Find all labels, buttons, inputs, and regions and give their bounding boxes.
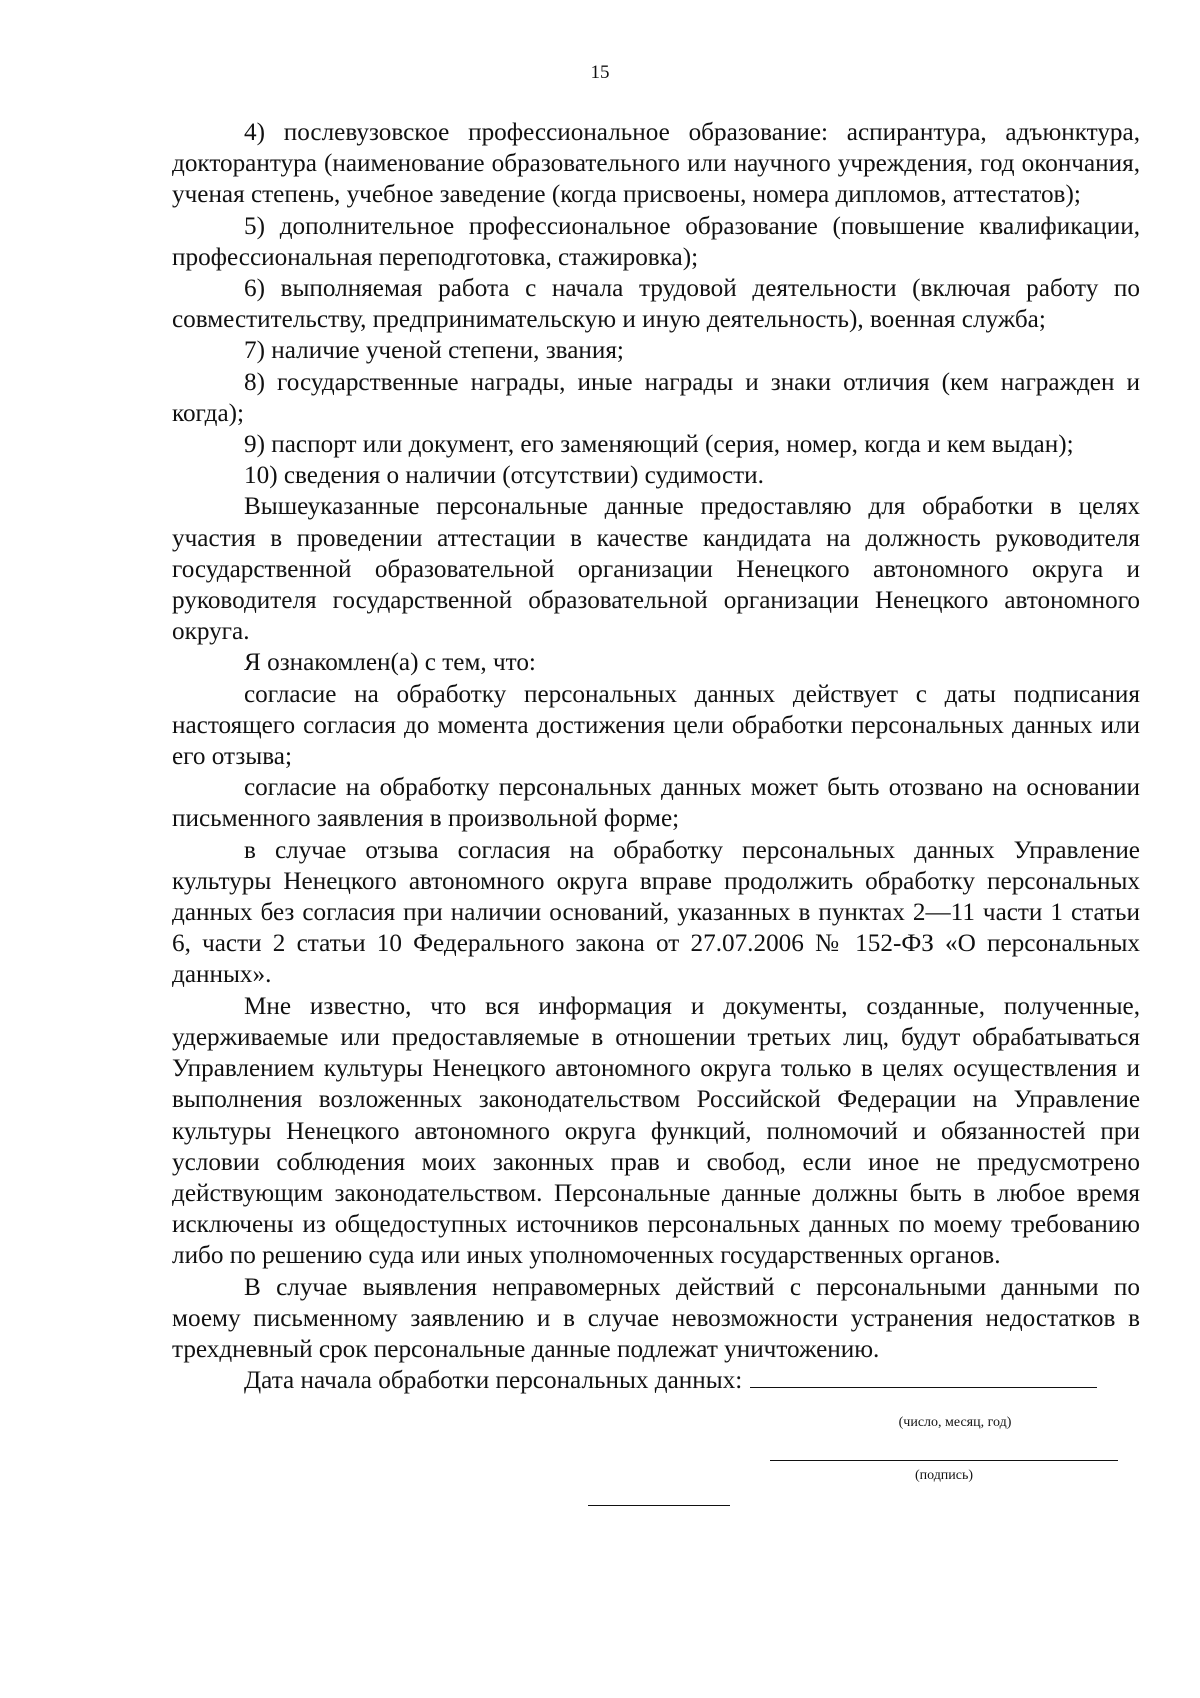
paragraph-item-7: 7) наличие ученой степени, звания; xyxy=(244,337,624,365)
paragraph-consent-revocation: согласие на обработку персональных данных может быть отозвано на основании письменного заявления в произвольной форме; xyxy=(172,774,1140,833)
paragraph-item-9: 9) паспорт или документ, его заменяющий (серия, номер, когда и кем выдан); xyxy=(244,431,1074,459)
paragraph-acknowledgement: Я ознакомлен(а) с тем, что: xyxy=(244,649,536,677)
paragraph-information-use: Мне известно, что вся информация и документы, созданные, полученные, удерживаемые или предоставляемые в отношении третьих лиц, будут обрабатываться Управлением культуры Ненецкого автономного округа только в целях осуществления и выполнения возложенных законодательством Российской Федерации на Управление культуры Ненецкого автономного округа функций, полномочий и обязанностей при условии соблюдения моих законных прав и свобод, если иное не предусмотрено действующим законодательством. Персональные данные должны быть в любое время исключены из общедоступных источников персональных данных по моему требованию либо по решению суда или иных уполномоченных государственных органов. xyxy=(172,992,1140,1270)
processing-start-date-label: Дата начала обработки персональных данных: xyxy=(244,1367,743,1395)
paragraph-item-4: 4) послевузовское профессиональное образование: аспирантура, адъюнктура, докторантура (наименование образовательного или научного учреждения, год окончания, ученая степень, учебное заведение (когда присвоены, номера дипломов, аттестатов); xyxy=(172,119,1140,209)
end-divider xyxy=(588,1505,730,1506)
signature-caption: (подпись) xyxy=(914,1468,974,1483)
paragraph-purpose: Вышеуказанные персональные данные предоставляю для обработки в целях участия в проведении аттестации в качестве кандидата на должность руководителя государственной образовательной организации Ненецкого автономного округа и руководителя государственной образовательной организации Ненецкого автономного округа. xyxy=(172,493,1140,646)
paragraph-item-10: 10) сведения о наличии (отсутствии) судимости. xyxy=(244,462,764,490)
page-number: 15 xyxy=(590,62,610,83)
paragraph-destruction: В случае выявления неправомерных действий с персональными данными по моему письменному заявлению и в случае невозможности устранения недостатков в трехдневный срок персональные данные подлежат уничтожению. xyxy=(172,1273,1140,1363)
paragraph-item-6: 6) выполняемая работа с начала трудовой деятельности (включая работу по совместительству, предпринимательскую и иную деятельность), военная служба; xyxy=(172,275,1140,334)
processing-start-date-line xyxy=(172,1365,1140,1396)
document-body xyxy=(172,117,1140,1396)
signature-field[interactable] xyxy=(770,1460,1118,1461)
paragraph-consent-validity: согласие на обработку персональных данных действует с даты подписания настоящего согласия до момента достижения цели обработки персональных данных или его отзыва; xyxy=(172,680,1140,771)
paragraph-item-5: 5) дополнительное профессиональное образование (повышение квалификации, профессиональная переподготовка, стажировка); xyxy=(172,212,1140,271)
paragraph-revocation-consequences: в случае отзыва согласия на обработку персональных данных Управление культуры Ненецкого автономного округа вправе продолжить обработку персональных данных без согласия при наличии оснований, указанных в пунктах 2—11 части 1 статьи 6, части 2 статьи 10 Федерального закона от 27.07.2006 № 152-ФЗ «О персональных данных». xyxy=(172,836,1140,989)
paragraph-item-8: 8) государственные награды, иные награды и знаки отличия (кем награжден и когда); xyxy=(172,368,1140,427)
processing-start-date-field[interactable] xyxy=(750,1386,1097,1388)
date-caption: (число, месяц, год) xyxy=(898,1415,1012,1430)
